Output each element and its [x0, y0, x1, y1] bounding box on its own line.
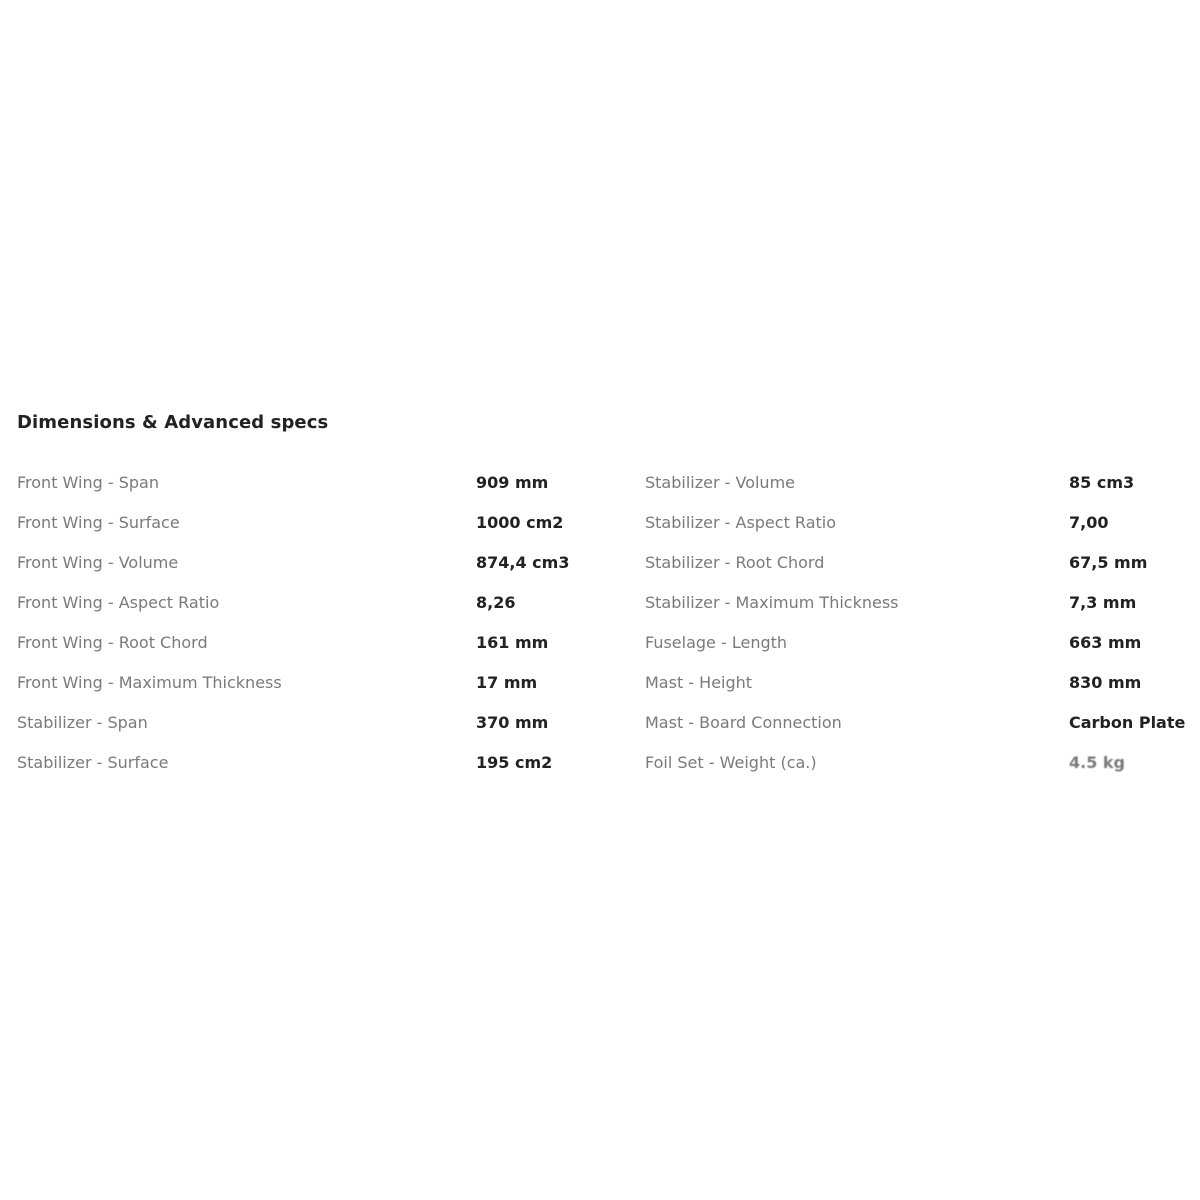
- spec-row: [17, 511, 1192, 551]
- spec-value: 17 mm: [476, 673, 538, 692]
- spec-value: 195 cm2: [476, 753, 553, 772]
- spec-label: Front Wing - Aspect Ratio: [17, 593, 220, 612]
- section-title: Dimensions & Advanced specs: [17, 412, 329, 433]
- spec-value: 7,00: [1069, 513, 1109, 532]
- spec-value: 874,4 cm3: [476, 553, 570, 572]
- spec-label: Mast - Height: [645, 673, 753, 692]
- spec-label: Stabilizer - Span: [17, 713, 148, 732]
- spec-label: Front Wing - Root Chord: [17, 633, 208, 652]
- spec-row: [17, 711, 1192, 751]
- spec-value: 8,26: [476, 593, 516, 612]
- spec-label: Fuselage - Length: [645, 633, 788, 652]
- spec-table: [17, 471, 1192, 791]
- specs-section: [17, 411, 1192, 772]
- spec-label: Front Wing - Maximum Thickness: [17, 673, 282, 692]
- spec-value: 161 mm: [476, 633, 549, 652]
- spec-value: 663 mm: [1069, 633, 1142, 652]
- spec-label: Stabilizer - Surface: [17, 753, 169, 772]
- spec-row: [17, 551, 1192, 591]
- spec-value: 830 mm: [1069, 673, 1142, 692]
- spec-value: 7,3 mm: [1069, 593, 1137, 612]
- spec-row: [17, 631, 1192, 671]
- spec-value: Carbon Plate: [1069, 713, 1186, 732]
- spec-value: 85 cm3: [1069, 473, 1135, 492]
- spec-label: Stabilizer - Aspect Ratio: [645, 513, 837, 532]
- spec-label: Mast - Board Connection: [645, 713, 842, 732]
- spec-value: 67,5 mm: [1069, 553, 1148, 572]
- spec-label: Front Wing - Surface: [17, 513, 180, 532]
- spec-label: Front Wing - Volume: [17, 553, 179, 572]
- spec-row: [17, 751, 1192, 791]
- spec-label: Stabilizer - Maximum Thickness: [645, 593, 899, 612]
- spec-value: 4.5 kg: [1069, 753, 1126, 772]
- spec-value: 370 mm: [476, 713, 549, 732]
- spec-value: 1000 cm2: [476, 513, 564, 532]
- spec-label: Stabilizer - Volume: [645, 473, 795, 492]
- spec-row: [17, 471, 1192, 511]
- spec-row: [17, 591, 1192, 631]
- spec-label: Front Wing - Span: [17, 473, 159, 492]
- spec-row: [17, 671, 1192, 711]
- spec-label: Stabilizer - Root Chord: [645, 553, 825, 572]
- spec-label: Foil Set - Weight (ca.): [645, 753, 817, 772]
- spec-value: 909 mm: [476, 473, 549, 492]
